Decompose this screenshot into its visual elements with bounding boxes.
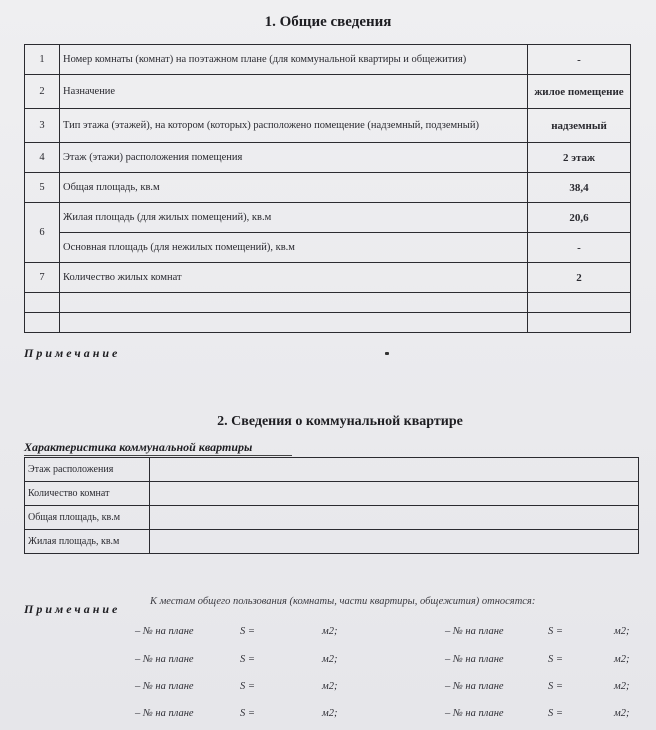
row-value: 2 xyxy=(528,263,631,293)
row-label: Этаж расположения xyxy=(25,458,150,482)
plan-line xyxy=(0,626,656,640)
row-label: Этаж (этажи) расположения помещения xyxy=(60,143,528,173)
row-label: Основная площадь (для нежилых помещений), кв.м xyxy=(60,233,528,263)
area-unit: м2; xyxy=(614,708,630,719)
table-row xyxy=(25,506,639,530)
row-value xyxy=(150,458,639,482)
row-number: 3 xyxy=(25,109,60,143)
table-row xyxy=(25,173,631,203)
plan-label: – № на плане xyxy=(135,681,194,692)
table-row xyxy=(25,530,639,554)
section-2-note-text: К местам общего пользования (комнаты, части квартиры, общежития) относятся: xyxy=(150,596,536,607)
row-value xyxy=(150,530,639,554)
table-row-empty xyxy=(25,293,631,313)
row-value xyxy=(150,506,639,530)
row-label: Общая площадь, кв.м xyxy=(25,506,150,530)
plan-label: – № на плане xyxy=(135,654,194,665)
row-value xyxy=(150,482,639,506)
plan-line xyxy=(0,681,656,695)
row-number: 4 xyxy=(25,143,60,173)
section-1-note-label: Примечание xyxy=(24,346,121,360)
table-row xyxy=(25,109,631,143)
plan-label: – № на плане xyxy=(445,681,504,692)
row-label: Назначение xyxy=(60,75,528,109)
row-number: 2 xyxy=(25,75,60,109)
area-unit: м2; xyxy=(322,681,338,692)
area-label: S = xyxy=(240,681,255,692)
area-label: S = xyxy=(240,708,255,719)
table-row xyxy=(25,263,631,293)
area-label: S = xyxy=(240,654,255,665)
table-row xyxy=(25,203,631,233)
row-number: 7 xyxy=(25,263,60,293)
plan-label: – № на плане xyxy=(135,708,194,719)
row-value: 2 этаж xyxy=(528,143,631,173)
row-label: Общая площадь, кв.м xyxy=(60,173,528,203)
ink-mark xyxy=(385,352,389,355)
row-value: 38,4 xyxy=(528,173,631,203)
plan-label: – № на плане xyxy=(445,626,504,637)
empty-cell xyxy=(60,293,528,313)
row-number: 6 xyxy=(25,203,60,263)
plan-line xyxy=(0,654,656,668)
section-2-note-label: Примечание xyxy=(24,602,121,616)
row-label: Количество жилых комнат xyxy=(60,263,528,293)
empty-cell xyxy=(528,293,631,313)
row-label: Тип этажа (этажей), на котором (которых) расположено помещение (надземный, подземный) xyxy=(60,109,528,143)
empty-cell xyxy=(25,293,60,313)
row-number: 1 xyxy=(25,45,60,75)
communal-apartment-table xyxy=(24,457,639,554)
plan-label: – № на плане xyxy=(135,626,194,637)
table-row xyxy=(25,75,631,109)
area-unit: м2; xyxy=(614,681,630,692)
row-value: - xyxy=(528,233,631,263)
area-label: S = xyxy=(548,681,563,692)
row-value: жилое помещение xyxy=(528,75,631,109)
row-label: Жилая площадь, кв.м xyxy=(25,530,150,554)
row-label: Количество комнат xyxy=(25,482,150,506)
table-row xyxy=(25,458,639,482)
area-unit: м2; xyxy=(322,654,338,665)
section-1-title: 1. Общие сведения xyxy=(264,14,392,30)
table-row xyxy=(25,143,631,173)
plan-label: – № на плане xyxy=(445,708,504,719)
empty-cell xyxy=(528,313,631,333)
general-info-table xyxy=(24,44,631,333)
area-unit: м2; xyxy=(614,626,630,637)
row-label: Номер комнаты (комнат) на поэтажном плане (для коммунальной квартиры и общежития) xyxy=(60,45,528,75)
area-label: S = xyxy=(240,626,255,637)
table-row xyxy=(25,45,631,75)
area-unit: м2; xyxy=(614,654,630,665)
area-unit: м2; xyxy=(322,626,338,637)
empty-cell xyxy=(25,313,60,333)
plan-label: – № на плане xyxy=(445,654,504,665)
row-value: надземный xyxy=(528,109,631,143)
area-label: S = xyxy=(548,654,563,665)
row-value: - xyxy=(528,45,631,75)
table-row xyxy=(25,482,639,506)
row-label: Жилая площадь (для жилых помещений), кв.м xyxy=(60,203,528,233)
plan-line xyxy=(0,708,656,722)
area-unit: м2; xyxy=(322,708,338,719)
table-row-empty xyxy=(25,313,631,333)
table-row xyxy=(25,233,631,263)
area-label: S = xyxy=(548,708,563,719)
area-label: S = xyxy=(548,626,563,637)
row-value: 20,6 xyxy=(528,203,631,233)
row-number: 5 xyxy=(25,173,60,203)
section-2-title: 2. Сведения о коммунальной квартире xyxy=(217,414,463,429)
empty-cell xyxy=(60,313,528,333)
section-2-subtitle: Характеристика коммунальной квартиры xyxy=(24,440,292,456)
